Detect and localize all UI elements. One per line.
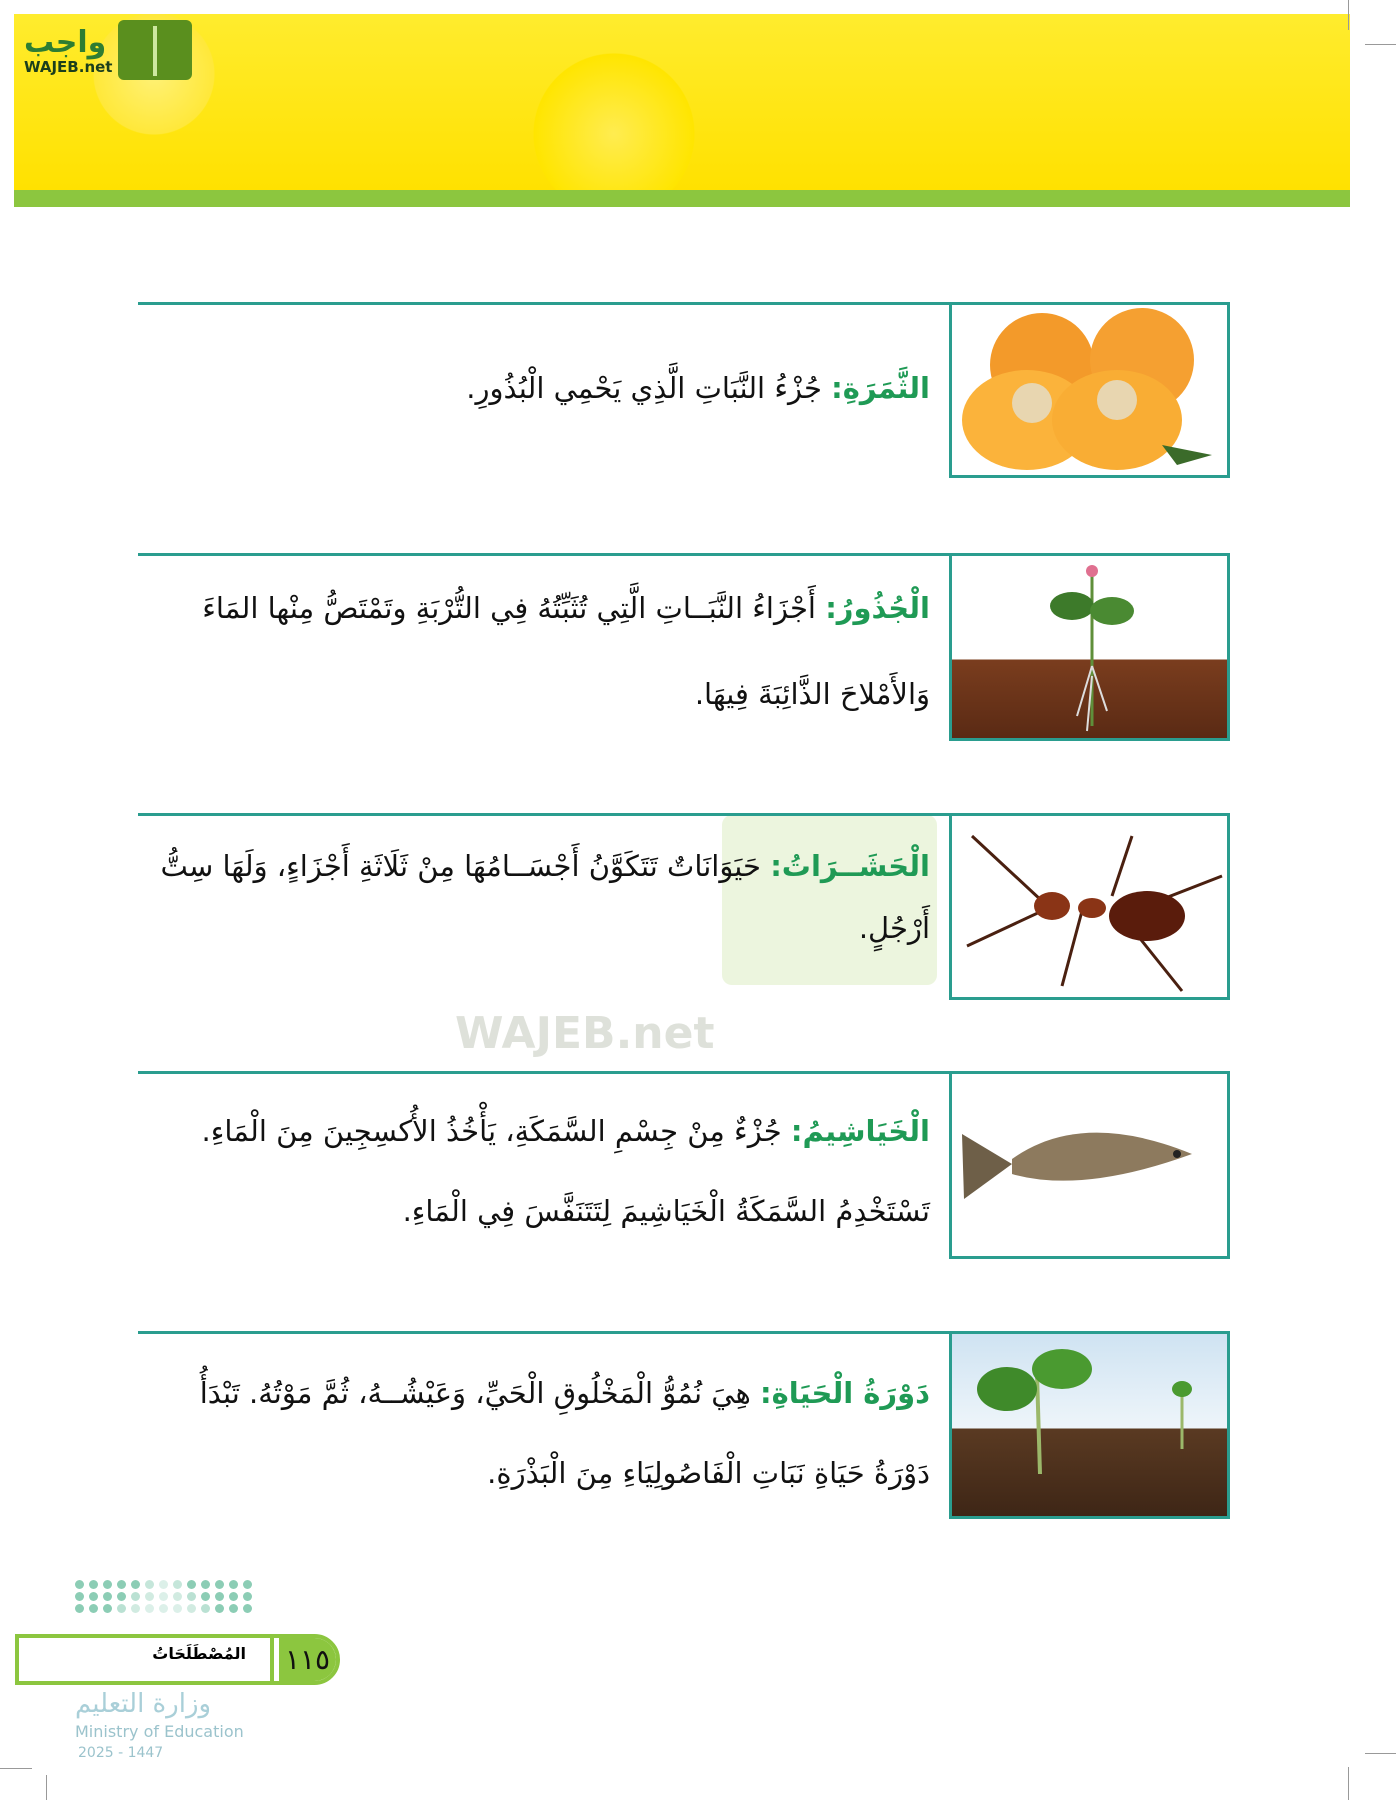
logo-arabic: واجب — [24, 25, 107, 60]
plant-roots-image — [949, 553, 1230, 741]
crop-mark — [46, 1775, 47, 1800]
logo-latin: WAJEB.net — [24, 58, 113, 76]
term: الْحَشَــرَاتُ: — [770, 849, 930, 883]
glossary-entry-life-cycle — [138, 1331, 1230, 1519]
bean-seedlings-image — [949, 1331, 1230, 1519]
crop-mark — [1365, 1753, 1396, 1754]
book-icon — [118, 20, 192, 80]
term: الثَّمَرَةِ: — [831, 371, 930, 405]
page-footer-tab — [15, 1634, 340, 1685]
crop-mark — [1348, 0, 1349, 30]
definition: هِيَ نُمُوُّ الْمَخْلُوقِ الْحَيِّ، وَعَيْشُــهُ، ثُمَّ مَوْتُهُ. تَبْدَأُ دَوْرَةُ حَيَاةِ نَبَاتِ الْفَاصُولِيَاءِ مِنَ الْبَذْرَةِ. — [199, 1376, 930, 1490]
entry-text — [138, 1091, 930, 1251]
definition: جُزْءُ النَّبَاتِ الَّذِي يَحْمِي الْبُذُورِ. — [466, 371, 822, 405]
glossary-entry-fruit — [138, 302, 1230, 478]
definition: حَيَوَانَاتٌ تَتَكَوَّنُ أَجْسَــامُهَا مِنْ ثَلَاثَةِ أَجْزَاءٍ، وَلَهَا سِتُّ أَرْجُلٍ. — [160, 849, 930, 945]
header-banner — [14, 14, 1350, 190]
term: الْجُذُورُ: — [825, 591, 930, 625]
entry-text — [138, 348, 930, 428]
crop-mark — [1348, 1767, 1349, 1800]
section-title: المُصْطَلَحَاتُ — [152, 1644, 246, 1663]
glossary-entry-roots — [138, 553, 1230, 741]
page-number: ١١٥ — [274, 1638, 336, 1681]
term: دَوْرَةُ الْحَيَاةِ: — [760, 1376, 930, 1410]
term: الْخَيَاشِيمُ: — [790, 1114, 930, 1148]
ant-image — [949, 813, 1230, 1000]
ministry-dots-icon — [75, 1580, 254, 1613]
definition: أَجْزَاءُ النَّبَــاتِ الَّتِي تُثَبِّتُهُ فِي التُّرْبَةِ وتَمْتَصُّ مِنْها المَاءَ وَالأَمْلاحَ الذَّائِبَةَ فِيهَا. — [202, 591, 930, 711]
peaches-image — [949, 302, 1230, 478]
glossary-entry-gills — [138, 1071, 1230, 1259]
ministry-english: Ministry of Education — [75, 1722, 244, 1741]
ministry-logo — [75, 1580, 254, 1613]
crop-mark — [0, 1768, 32, 1769]
entry-text — [138, 835, 930, 959]
entry-text — [138, 565, 930, 737]
crop-mark — [1365, 44, 1396, 45]
ministry-arabic: وزارة التعليم — [75, 1689, 212, 1719]
header-green-bar — [14, 190, 1350, 207]
fish-image — [949, 1071, 1230, 1259]
glossary-entry-insects — [138, 813, 1230, 1000]
entry-text — [138, 1353, 930, 1513]
wajeb-logo[interactable] — [24, 20, 192, 80]
definition: جُزْءٌ مِنْ جِسْمِ السَّمَكَةِ، يَأْخُذُ الأُكسِجِينَ مِنَ الْمَاءِ. تَسْتَخْدِمُ السَّمَكَةُ الْخَيَاشِيمَ لِتَتَنَفَّسَ فِي الْمَاءِ. — [201, 1114, 930, 1228]
watermark-text: WAJEB.net — [455, 1008, 715, 1059]
ministry-year: 2025 - 1447 — [78, 1745, 164, 1761]
